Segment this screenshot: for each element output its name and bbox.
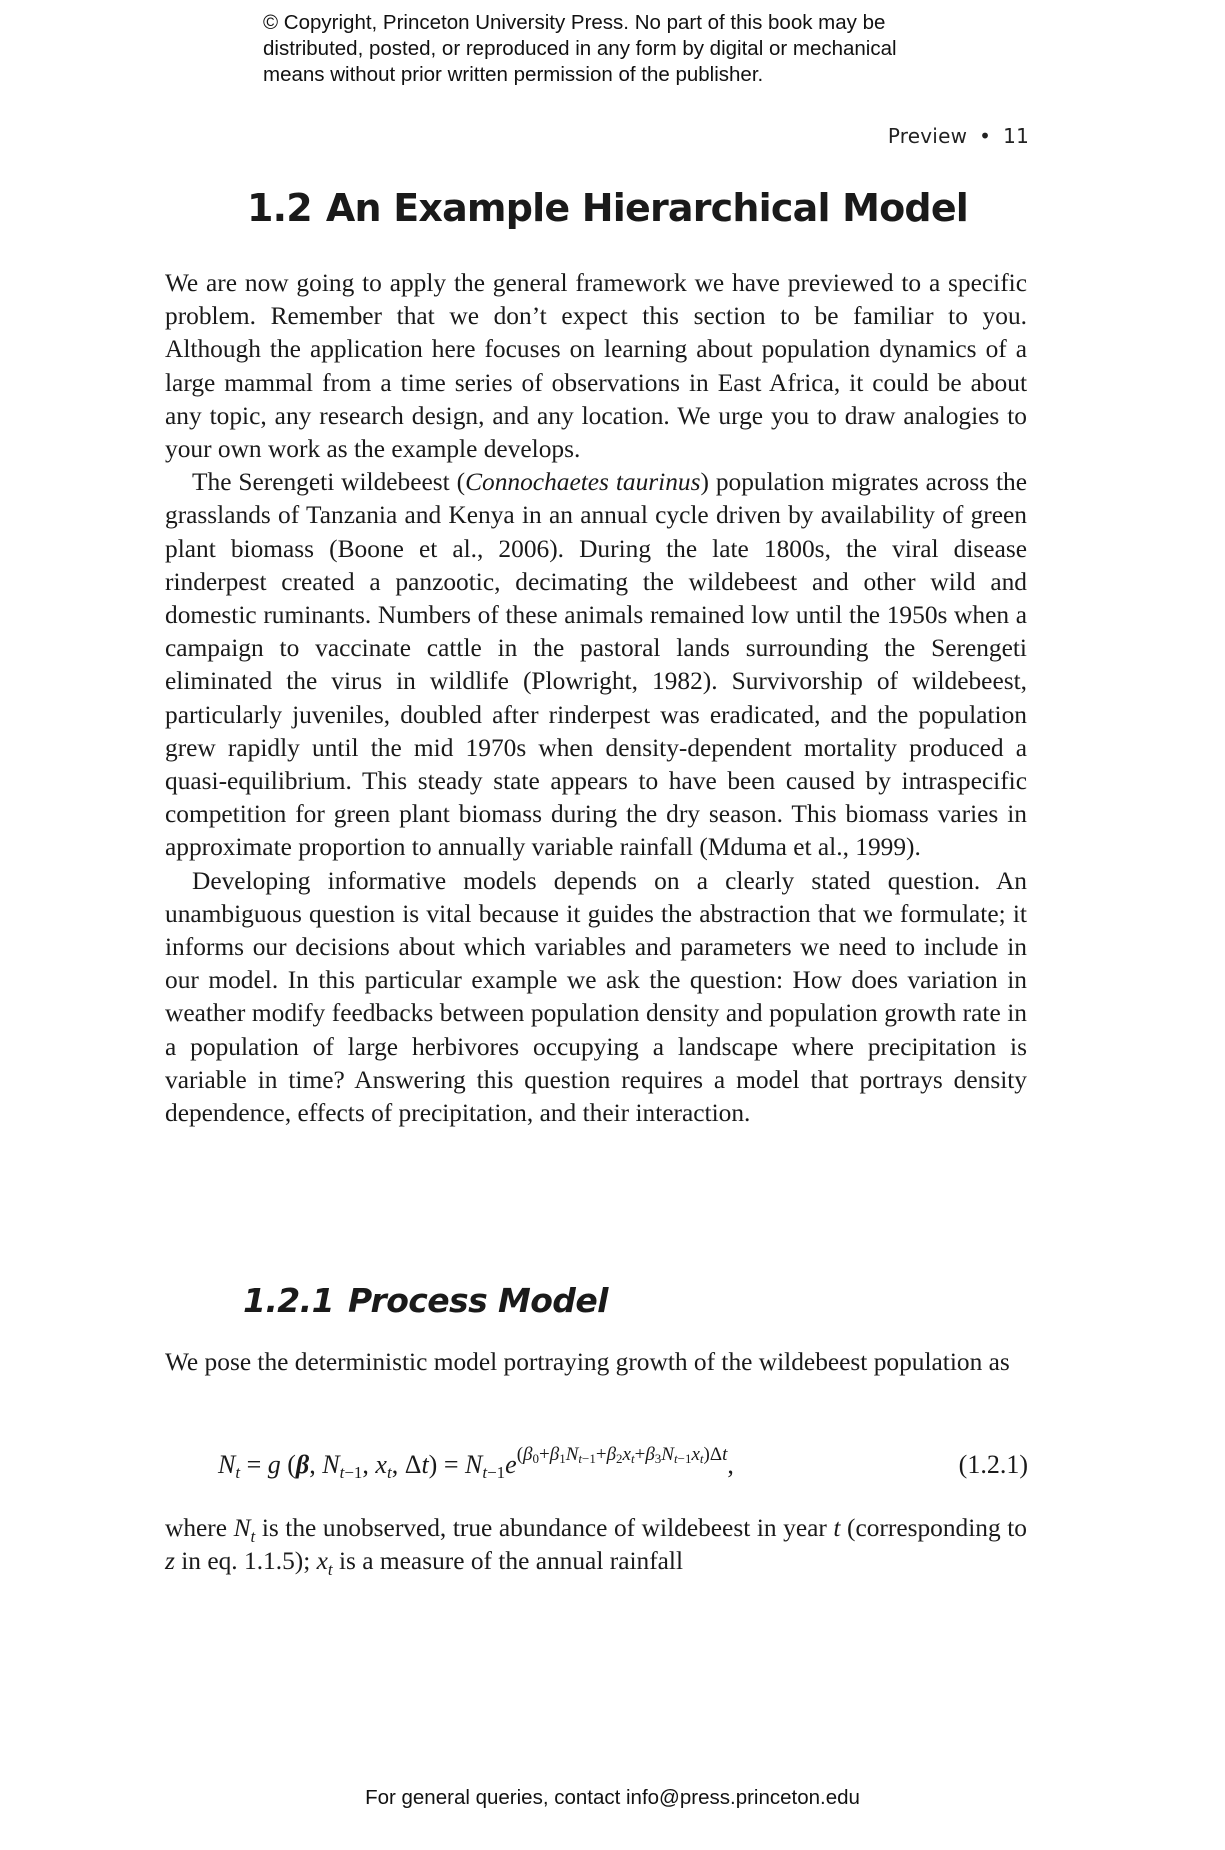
section-title: An Example Hierarchical Model	[325, 186, 969, 230]
section-number: 1.2	[247, 186, 312, 230]
post-equation-body	[165, 1512, 1027, 1578]
running-head	[888, 124, 1029, 148]
paragraph-question: Developing informative models depends on a clearly stated question. An unambiguous question is vital because it guides the abstraction that we formulate; it informs our decisions about which variables and parameters we need to include in our model. In this particular example we ask the question: How does variation in weather modify feedbacks between population density and population growth rate in a population of large herbivores occupying a landscape where precipitation is variable in time? Answering this question requires a model that portrays density dependence, effects of precipitation, and their interaction.	[165, 866, 1027, 1128]
running-head-label: Preview	[887, 124, 968, 148]
process-body	[165, 1346, 1027, 1379]
paragraph-text: The Serengeti wildebeest (	[192, 468, 466, 497]
species-name: Connochaetes taurinus	[465, 468, 701, 497]
equation-expression: $N_t = g$ (β, $N_{t-1}$, $x_t$, $\Delta t) = N_{t-1}e^{(\beta_0+\beta_1N_{t-1}+\beta_2x_t+\beta_3N_{t-1}x_t)\Delta t}$,	[218, 1444, 734, 1482]
equation-1-2-1	[218, 1438, 1028, 1486]
equation-number: (1.2.1)	[958, 1450, 1028, 1479]
copyright-line: means without prior written permission of the publisher.	[263, 63, 764, 86]
section-heading	[247, 186, 968, 230]
subsection-number: 1.2.1	[243, 1281, 334, 1320]
subsection-title: Process Model	[347, 1281, 608, 1320]
paragraph-intro: We are now going to apply the general framework we have previewed to a specific problem. Remember that we don’t expect this section to be familiar to you. Although the application here focuses on learning about population dynamics of a large mammal from a time series of observations in East Africa, it could be about any topic, any research design, and any location. We urge you to draw analogies to your own work as the example develops.	[165, 269, 1027, 464]
paragraph-serengeti	[165, 466, 1027, 864]
paragraph-text: ) population migrates across the grasslands of Tanzania and Kenya in an annual cycle driven by availability of green plant biomass (Boone et al., 2006). During the late 1800s, the viral disease rinderpest created a panzootic, decimating the wildebeest and other wild and domestic ruminants. Numbers of these animals remained low until the 1950s when a campaign to vaccinate cattle in the pastoral lands surrounding the Serengeti eliminated the virus in wildlife (Plowright, 1982). Survivorship of wildebeest, particularly juveniles, doubled after rinderpest was eradicated, and the population grew rapidly until the mid 1970s when density-dependent mortality produced a quasi-equilibrium. This steady state appears to have been caused by intraspecific competition for green plant biomass during the dry season. This biomass varies in approximate proportion to annually variable rainfall (Mduma et al., 1999).	[165, 468, 1028, 862]
bullet-separator: •	[979, 124, 992, 148]
subsection-heading	[243, 1281, 608, 1320]
paragraph-process: We pose the deterministic model portraying growth of the wildebeest population as	[165, 1348, 1010, 1376]
copyright-line: © Copyright, Princeton University Press. No part of this book may be	[263, 11, 886, 34]
footer-contact: For general queries, contact info@press.princeton.edu	[365, 1786, 860, 1809]
page-number: 11	[1003, 124, 1029, 148]
paragraph-definitions: where $N_t$ is the unobserved, true abundance of wildebeest in year t (corresponding to z in eq. 1.1.5); $x_t$ is a measure of the annual rainfall	[165, 1514, 1028, 1580]
section-body	[165, 267, 1027, 1130]
copyright-notice	[263, 10, 1023, 88]
copyright-line: distributed, posted, or reproduced in any form by digital or mechanical	[263, 37, 897, 60]
